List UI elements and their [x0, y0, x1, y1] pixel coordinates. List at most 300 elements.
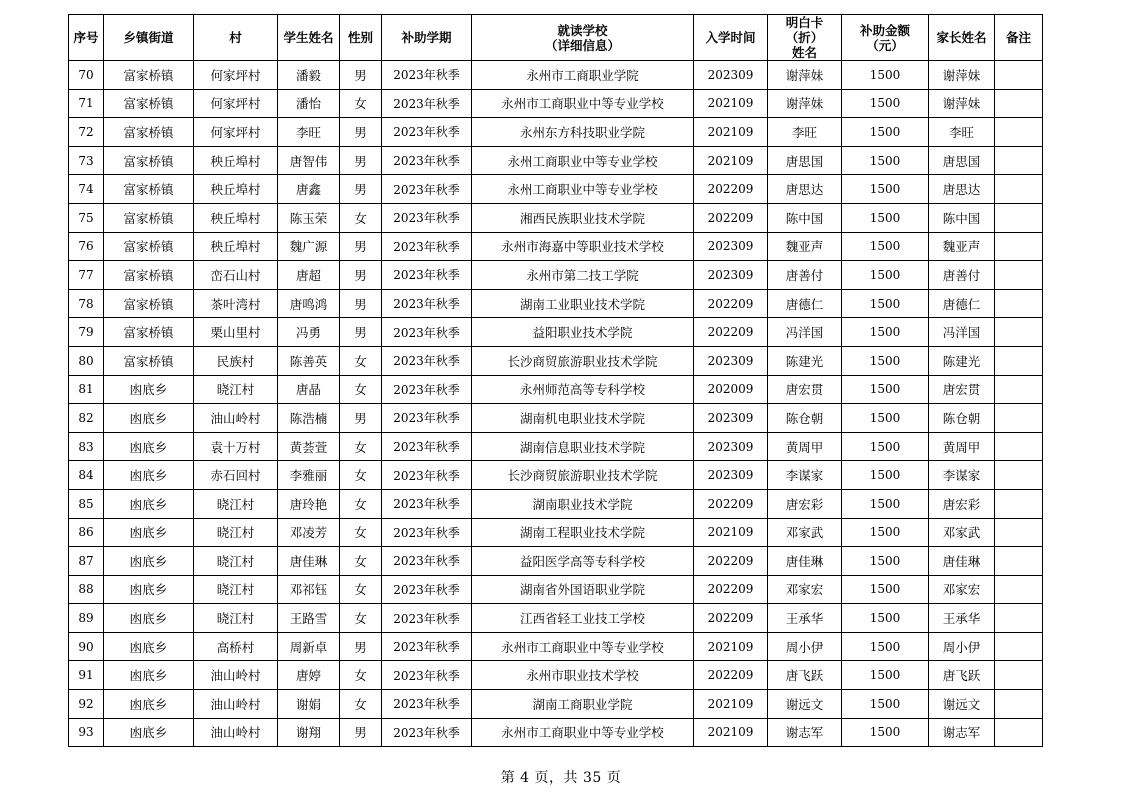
card-name-cell: 李旺: [768, 118, 842, 147]
amount-cell: 1500: [842, 575, 929, 604]
school-cell: 湖南工程职业技术学院: [472, 518, 694, 547]
parent-name-cell: 谢远文: [929, 690, 995, 719]
term-cell: 2023年秋季: [382, 375, 472, 404]
township-cell: 富家桥镇: [104, 232, 194, 261]
enroll-date-cell: 202309: [694, 261, 768, 290]
school-cell: 永州市工商职业中等专业学校: [472, 718, 694, 747]
header-row: [69, 15, 1043, 61]
parent-name-cell: 魏亚声: [929, 232, 995, 261]
term-cell: 2023年秋季: [382, 89, 472, 118]
school-cell: 永州师范高等专科学校: [472, 375, 694, 404]
student-name-cell: 陈善英: [278, 346, 340, 375]
seq-cell: 80: [69, 346, 104, 375]
township-cell: 凼底乡: [104, 690, 194, 719]
village-cell: 峦石山村: [194, 261, 278, 290]
enroll-date-cell: 202109: [694, 118, 768, 147]
table-row: [69, 261, 1043, 290]
student-name-cell: 黄荟萱: [278, 432, 340, 461]
school-cell: 湘西民族职业技术学院: [472, 203, 694, 232]
township-cell: 富家桥镇: [104, 261, 194, 290]
seq-cell: 72: [69, 118, 104, 147]
gender-cell: 男: [340, 289, 382, 318]
remarks-cell: [995, 690, 1043, 719]
parent-name-cell: 陈仓朝: [929, 404, 995, 433]
subsidy-table: [68, 14, 1043, 747]
amount-cell: 1500: [842, 289, 929, 318]
student-name-cell: 潘怡: [278, 89, 340, 118]
term-cell: 2023年秋季: [382, 346, 472, 375]
school-cell: 永州市工商职业中等专业学校: [472, 89, 694, 118]
school-cell: 永州市工商职业中等专业学校: [472, 632, 694, 661]
village-cell: 晓江村: [194, 575, 278, 604]
gender-cell: 女: [340, 690, 382, 719]
enroll-date-cell: 202109: [694, 89, 768, 118]
card-name-cell: 邓家武: [768, 518, 842, 547]
card-name-cell: 唐飞跃: [768, 661, 842, 690]
township-cell: 凼底乡: [104, 718, 194, 747]
parent-name-cell: 冯洋国: [929, 318, 995, 347]
amount-cell: 1500: [842, 318, 929, 347]
student-name-cell: 陈玉荣: [278, 203, 340, 232]
header-gender: 性别: [340, 15, 382, 61]
school-cell: 永州市工商职业学院: [472, 61, 694, 90]
term-cell: 2023年秋季: [382, 575, 472, 604]
seq-cell: 85: [69, 489, 104, 518]
header-village: 村: [194, 15, 278, 61]
remarks-cell: [995, 575, 1043, 604]
township-cell: 凼底乡: [104, 575, 194, 604]
gender-cell: 女: [340, 89, 382, 118]
header-parent-name: 家长姓名: [929, 15, 995, 61]
enroll-date-cell: 202309: [694, 232, 768, 261]
amount-cell: 1500: [842, 461, 929, 490]
table-row: [69, 175, 1043, 204]
village-cell: 油山岭村: [194, 690, 278, 719]
amount-cell: 1500: [842, 118, 929, 147]
township-cell: 凼底乡: [104, 547, 194, 576]
card-name-cell: 谢萍妹: [768, 89, 842, 118]
enroll-date-cell: 202109: [694, 518, 768, 547]
township-cell: 富家桥镇: [104, 203, 194, 232]
school-cell: 湖南信息职业技术学院: [472, 432, 694, 461]
remarks-cell: [995, 289, 1043, 318]
seq-cell: 81: [69, 375, 104, 404]
gender-cell: 女: [340, 518, 382, 547]
village-cell: 何家坪村: [194, 118, 278, 147]
enroll-date-cell: 202309: [694, 432, 768, 461]
school-cell: 湖南工商职业学院: [472, 690, 694, 719]
village-cell: 秧丘埠村: [194, 175, 278, 204]
parent-name-cell: 唐飞跃: [929, 661, 995, 690]
remarks-cell: [995, 89, 1043, 118]
amount-cell: 1500: [842, 718, 929, 747]
table-row: [69, 575, 1043, 604]
school-cell: 永州东方科技职业学院: [472, 118, 694, 147]
parent-name-cell: 陈建光: [929, 346, 995, 375]
gender-cell: 女: [340, 346, 382, 375]
village-cell: 秧丘埠村: [194, 232, 278, 261]
seq-cell: 76: [69, 232, 104, 261]
township-cell: 凼底乡: [104, 489, 194, 518]
card-name-cell: 黄周甲: [768, 432, 842, 461]
gender-cell: 女: [340, 432, 382, 461]
remarks-cell: [995, 203, 1043, 232]
parent-name-cell: 谢萍妹: [929, 89, 995, 118]
gender-cell: 女: [340, 203, 382, 232]
parent-name-cell: 唐宏彩: [929, 489, 995, 518]
enroll-date-cell: 202109: [694, 718, 768, 747]
parent-name-cell: 唐宏贯: [929, 375, 995, 404]
school-cell: 永州工商职业中等专业学校: [472, 146, 694, 175]
school-cell: 益阳医学高等专科学校: [472, 547, 694, 576]
card-name-cell: 谢志军: [768, 718, 842, 747]
table-row: [69, 375, 1043, 404]
table-row: [69, 547, 1043, 576]
gender-cell: 男: [340, 718, 382, 747]
parent-name-cell: 王承华: [929, 604, 995, 633]
remarks-cell: [995, 432, 1043, 461]
amount-cell: 1500: [842, 518, 929, 547]
village-cell: 晓江村: [194, 489, 278, 518]
school-cell: 永州工商职业中等专业学校: [472, 175, 694, 204]
student-name-cell: 唐玲艳: [278, 489, 340, 518]
village-cell: 茶叶湾村: [194, 289, 278, 318]
card-name-cell: 陈仓朝: [768, 404, 842, 433]
seq-cell: 86: [69, 518, 104, 547]
table-row: [69, 461, 1043, 490]
gender-cell: 男: [340, 232, 382, 261]
table-row: [69, 489, 1043, 518]
table-row: [69, 346, 1043, 375]
header-amount: 补助金额 （元）: [842, 15, 929, 61]
amount-cell: 1500: [842, 632, 929, 661]
seq-cell: 83: [69, 432, 104, 461]
term-cell: 2023年秋季: [382, 632, 472, 661]
student-name-cell: 冯勇: [278, 318, 340, 347]
gender-cell: 男: [340, 632, 382, 661]
gender-cell: 女: [340, 604, 382, 633]
enroll-date-cell: 202209: [694, 175, 768, 204]
enroll-date-cell: 202309: [694, 404, 768, 433]
parent-name-cell: 谢萍妹: [929, 61, 995, 90]
village-cell: 晓江村: [194, 547, 278, 576]
school-cell: 永州市第二技工学院: [472, 261, 694, 290]
enroll-date-cell: 202209: [694, 547, 768, 576]
township-cell: 富家桥镇: [104, 118, 194, 147]
seq-cell: 74: [69, 175, 104, 204]
table-row: [69, 232, 1043, 261]
amount-cell: 1500: [842, 404, 929, 433]
enroll-date-cell: 202209: [694, 661, 768, 690]
village-cell: 油山岭村: [194, 661, 278, 690]
amount-cell: 1500: [842, 89, 929, 118]
seq-cell: 79: [69, 318, 104, 347]
township-cell: 凼底乡: [104, 432, 194, 461]
card-name-cell: 谢远文: [768, 690, 842, 719]
header-township: 乡镇街道: [104, 15, 194, 61]
township-cell: 凼底乡: [104, 404, 194, 433]
student-name-cell: 李旺: [278, 118, 340, 147]
table-row: [69, 632, 1043, 661]
enroll-date-cell: 202109: [694, 690, 768, 719]
village-cell: 晓江村: [194, 518, 278, 547]
seq-cell: 87: [69, 547, 104, 576]
card-name-cell: 唐佳琳: [768, 547, 842, 576]
term-cell: 2023年秋季: [382, 289, 472, 318]
amount-cell: 1500: [842, 261, 929, 290]
card-name-cell: 王承华: [768, 604, 842, 633]
gender-cell: 女: [340, 575, 382, 604]
village-cell: 油山岭村: [194, 404, 278, 433]
village-cell: 民族村: [194, 346, 278, 375]
seq-cell: 92: [69, 690, 104, 719]
parent-name-cell: 唐佳琳: [929, 547, 995, 576]
seq-cell: 93: [69, 718, 104, 747]
enroll-date-cell: 202209: [694, 318, 768, 347]
seq-cell: 77: [69, 261, 104, 290]
term-cell: 2023年秋季: [382, 690, 472, 719]
remarks-cell: [995, 489, 1043, 518]
remarks-cell: [995, 61, 1043, 90]
card-name-cell: 陈建光: [768, 346, 842, 375]
header-seq: 序号: [69, 15, 104, 61]
seq-cell: 84: [69, 461, 104, 490]
parent-name-cell: 邓家宏: [929, 575, 995, 604]
parent-name-cell: 邓家武: [929, 518, 995, 547]
village-cell: 秧丘埠村: [194, 146, 278, 175]
term-cell: 2023年秋季: [382, 175, 472, 204]
student-name-cell: 唐晶: [278, 375, 340, 404]
table-row: [69, 289, 1043, 318]
table-row: [69, 690, 1043, 719]
seq-cell: 82: [69, 404, 104, 433]
remarks-cell: [995, 175, 1043, 204]
gender-cell: 男: [340, 175, 382, 204]
student-name-cell: 邓凌芳: [278, 518, 340, 547]
gender-cell: 男: [340, 146, 382, 175]
table-row: [69, 89, 1043, 118]
term-cell: 2023年秋季: [382, 461, 472, 490]
seq-cell: 75: [69, 203, 104, 232]
gender-cell: 男: [340, 261, 382, 290]
enroll-date-cell: 202309: [694, 346, 768, 375]
student-name-cell: 谢娟: [278, 690, 340, 719]
township-cell: 凼底乡: [104, 661, 194, 690]
enroll-date-cell: 202209: [694, 489, 768, 518]
amount-cell: 1500: [842, 604, 929, 633]
term-cell: 2023年秋季: [382, 718, 472, 747]
gender-cell: 女: [340, 661, 382, 690]
student-name-cell: 魏广源: [278, 232, 340, 261]
township-cell: 富家桥镇: [104, 289, 194, 318]
remarks-cell: [995, 604, 1043, 633]
seq-cell: 89: [69, 604, 104, 633]
enroll-date-cell: 202209: [694, 604, 768, 633]
township-cell: 凼底乡: [104, 461, 194, 490]
parent-name-cell: 唐善付: [929, 261, 995, 290]
term-cell: 2023年秋季: [382, 604, 472, 633]
student-name-cell: 周新卓: [278, 632, 340, 661]
term-cell: 2023年秋季: [382, 118, 472, 147]
card-name-cell: 邓家宏: [768, 575, 842, 604]
gender-cell: 女: [340, 461, 382, 490]
gender-cell: 男: [340, 61, 382, 90]
township-cell: 凼底乡: [104, 518, 194, 547]
student-name-cell: 唐智伟: [278, 146, 340, 175]
header-enroll-date: 入学时间: [694, 15, 768, 61]
remarks-cell: [995, 661, 1043, 690]
remarks-cell: [995, 318, 1043, 347]
remarks-cell: [995, 261, 1043, 290]
card-name-cell: 唐宏贯: [768, 375, 842, 404]
header-student-name: 学生姓名: [278, 15, 340, 61]
table-row: [69, 203, 1043, 232]
term-cell: 2023年秋季: [382, 318, 472, 347]
village-cell: 高桥村: [194, 632, 278, 661]
township-cell: 凼底乡: [104, 604, 194, 633]
village-cell: 栗山里村: [194, 318, 278, 347]
card-name-cell: 李谋家: [768, 461, 842, 490]
header-school: 就读学校 （详细信息）: [472, 15, 694, 61]
header-term: 补助学期: [382, 15, 472, 61]
term-cell: 2023年秋季: [382, 489, 472, 518]
student-name-cell: 王路雪: [278, 604, 340, 633]
student-name-cell: 邓祁钰: [278, 575, 340, 604]
village-cell: 油山岭村: [194, 718, 278, 747]
village-cell: 何家坪村: [194, 89, 278, 118]
term-cell: 2023年秋季: [382, 146, 472, 175]
table-row: [69, 718, 1043, 747]
gender-cell: 女: [340, 489, 382, 518]
school-cell: 湖南机电职业技术学院: [472, 404, 694, 433]
township-cell: 富家桥镇: [104, 346, 194, 375]
school-cell: 永州市职业技术学校: [472, 661, 694, 690]
card-name-cell: 唐思国: [768, 146, 842, 175]
card-name-cell: 冯洋国: [768, 318, 842, 347]
seq-cell: 73: [69, 146, 104, 175]
village-cell: 袁十万村: [194, 432, 278, 461]
seq-cell: 78: [69, 289, 104, 318]
table-row: [69, 146, 1043, 175]
amount-cell: 1500: [842, 346, 929, 375]
seq-cell: 70: [69, 61, 104, 90]
parent-name-cell: 谢志军: [929, 718, 995, 747]
remarks-cell: [995, 547, 1043, 576]
card-name-cell: 唐思达: [768, 175, 842, 204]
township-cell: 富家桥镇: [104, 89, 194, 118]
school-cell: 益阳职业技术学院: [472, 318, 694, 347]
table-row: [69, 404, 1043, 433]
amount-cell: 1500: [842, 232, 929, 261]
student-name-cell: 谢翔: [278, 718, 340, 747]
student-name-cell: 唐婷: [278, 661, 340, 690]
table-row: [69, 518, 1043, 547]
village-cell: 晓江村: [194, 375, 278, 404]
school-cell: 湖南省外国语职业学院: [472, 575, 694, 604]
parent-name-cell: 唐思达: [929, 175, 995, 204]
remarks-cell: [995, 346, 1043, 375]
parent-name-cell: 周小伊: [929, 632, 995, 661]
seq-cell: 88: [69, 575, 104, 604]
school-cell: 江西省轻工业技工学校: [472, 604, 694, 633]
amount-cell: 1500: [842, 690, 929, 719]
seq-cell: 91: [69, 661, 104, 690]
student-name-cell: 唐佳琳: [278, 547, 340, 576]
amount-cell: 1500: [842, 175, 929, 204]
seq-cell: 90: [69, 632, 104, 661]
header-card-name: 明白卡（折） 姓名: [768, 15, 842, 61]
amount-cell: 1500: [842, 432, 929, 461]
card-name-cell: 唐善付: [768, 261, 842, 290]
enroll-date-cell: 202109: [694, 632, 768, 661]
township-cell: 富家桥镇: [104, 61, 194, 90]
term-cell: 2023年秋季: [382, 518, 472, 547]
enroll-date-cell: 202309: [694, 61, 768, 90]
amount-cell: 1500: [842, 61, 929, 90]
card-name-cell: 周小伊: [768, 632, 842, 661]
term-cell: 2023年秋季: [382, 61, 472, 90]
gender-cell: 女: [340, 547, 382, 576]
parent-name-cell: 李谋家: [929, 461, 995, 490]
card-name-cell: 唐宏彩: [768, 489, 842, 518]
township-cell: 凼底乡: [104, 632, 194, 661]
card-name-cell: 陈中国: [768, 203, 842, 232]
gender-cell: 男: [340, 318, 382, 347]
enroll-date-cell: 202209: [694, 203, 768, 232]
remarks-cell: [995, 632, 1043, 661]
remarks-cell: [995, 146, 1043, 175]
school-cell: 永州市海嘉中等职业技术学校: [472, 232, 694, 261]
township-cell: 凼底乡: [104, 375, 194, 404]
seq-cell: 71: [69, 89, 104, 118]
gender-cell: 男: [340, 404, 382, 433]
gender-cell: 男: [340, 118, 382, 147]
student-name-cell: 潘毅: [278, 61, 340, 90]
remarks-cell: [995, 518, 1043, 547]
amount-cell: 1500: [842, 489, 929, 518]
card-name-cell: 唐德仁: [768, 289, 842, 318]
village-cell: 何家坪村: [194, 61, 278, 90]
remarks-cell: [995, 718, 1043, 747]
card-name-cell: 魏亚声: [768, 232, 842, 261]
enroll-date-cell: 202109: [694, 146, 768, 175]
enroll-date-cell: 202209: [694, 575, 768, 604]
term-cell: 2023年秋季: [382, 232, 472, 261]
term-cell: 2023年秋季: [382, 203, 472, 232]
parent-name-cell: 陈中国: [929, 203, 995, 232]
remarks-cell: [995, 404, 1043, 433]
amount-cell: 1500: [842, 375, 929, 404]
township-cell: 富家桥镇: [104, 318, 194, 347]
township-cell: 富家桥镇: [104, 175, 194, 204]
parent-name-cell: 黄周甲: [929, 432, 995, 461]
student-name-cell: 李雅丽: [278, 461, 340, 490]
gender-cell: 女: [340, 375, 382, 404]
school-cell: 长沙商贸旅游职业技术学院: [472, 346, 694, 375]
table-row: [69, 318, 1043, 347]
table-row: [69, 118, 1043, 147]
table-row: [69, 604, 1043, 633]
parent-name-cell: 唐思国: [929, 146, 995, 175]
term-cell: 2023年秋季: [382, 432, 472, 461]
header-remarks: 备注: [995, 15, 1043, 61]
term-cell: 2023年秋季: [382, 661, 472, 690]
student-name-cell: 唐鸣鸿: [278, 289, 340, 318]
amount-cell: 1500: [842, 203, 929, 232]
enroll-date-cell: 202309: [694, 461, 768, 490]
remarks-cell: [995, 461, 1043, 490]
remarks-cell: [995, 232, 1043, 261]
